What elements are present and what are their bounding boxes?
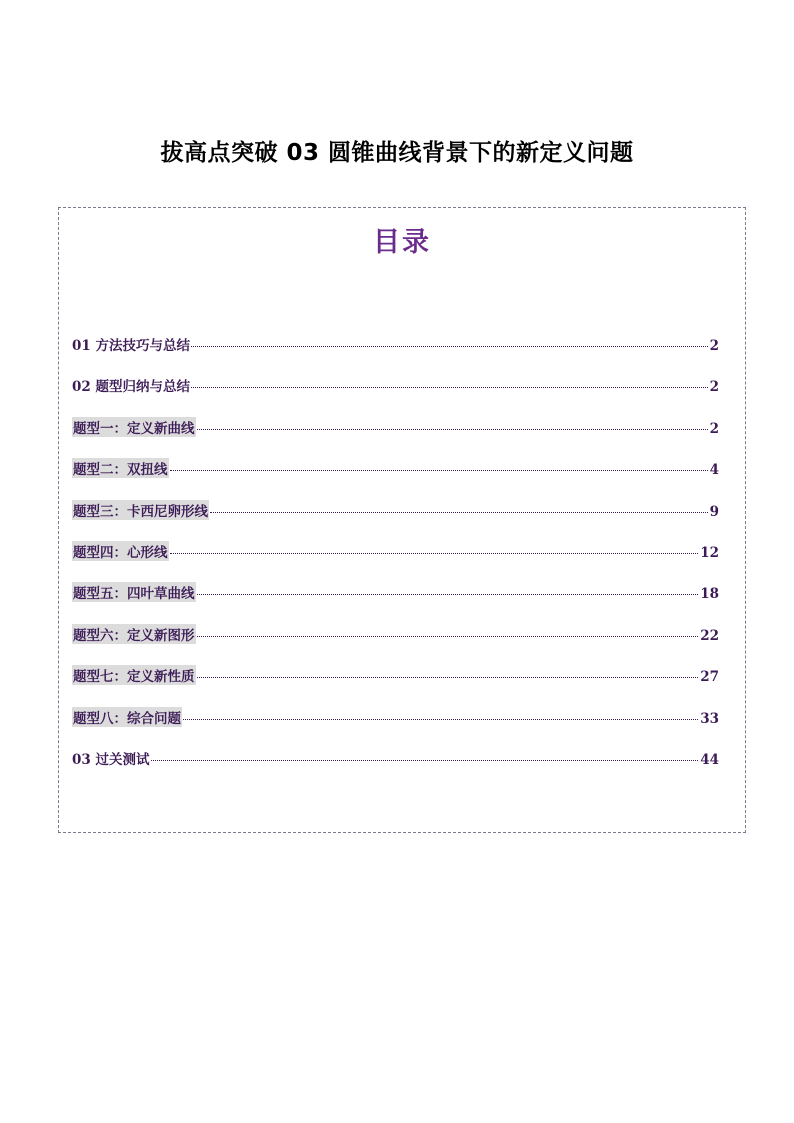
toc-entry-label: 02 题型归纳与总结 bbox=[72, 379, 190, 396]
toc-entry-page: 12 bbox=[700, 544, 719, 561]
toc-entry-page: 2 bbox=[709, 420, 719, 437]
toc-entry-label: 题型八：综合问题 bbox=[72, 707, 182, 727]
toc-entry-type-7[interactable] bbox=[72, 665, 719, 706]
toc-entry-label: 题型七：定义新性质 bbox=[72, 665, 196, 685]
toc-entry-type-2[interactable] bbox=[72, 458, 719, 499]
toc-entry-type-3[interactable] bbox=[72, 500, 719, 541]
table-of-contents bbox=[58, 207, 746, 833]
toc-entry-label: 03 过关测试 bbox=[72, 751, 150, 768]
toc-entry-page: 4 bbox=[709, 462, 719, 479]
toc-dot-leader bbox=[197, 677, 699, 678]
toc-entry-page: 22 bbox=[700, 627, 719, 644]
toc-entry-page: 2 bbox=[709, 338, 719, 354]
toc-entry-label: 题型二：双扭线 bbox=[72, 458, 169, 478]
toc-entry-type-1[interactable] bbox=[72, 417, 719, 458]
toc-entry-label: 题型四：心形线 bbox=[72, 541, 169, 561]
toc-entry-page: 9 bbox=[709, 503, 719, 520]
toc-entry-label: 01 方法技巧与总结 bbox=[72, 338, 190, 354]
toc-entry-page: 33 bbox=[700, 710, 719, 727]
toc-list bbox=[72, 334, 719, 789]
toc-entry-type-5[interactable] bbox=[72, 582, 719, 623]
toc-dot-leader bbox=[183, 719, 698, 720]
toc-heading: 目录 bbox=[373, 227, 431, 258]
toc-dot-leader bbox=[191, 387, 708, 388]
toc-entry-label: 题型六：定义新图形 bbox=[72, 624, 196, 644]
toc-entry-page: 2 bbox=[709, 379, 719, 396]
toc-dot-leader bbox=[191, 346, 708, 347]
toc-dot-leader bbox=[170, 470, 708, 471]
toc-entry-page: 27 bbox=[700, 669, 719, 686]
toc-entry-page: 44 bbox=[700, 751, 719, 768]
toc-dot-leader bbox=[170, 553, 699, 554]
toc-entry-final-test[interactable] bbox=[72, 748, 719, 789]
toc-entry-type-4[interactable] bbox=[72, 541, 719, 582]
toc-entry-type-6[interactable] bbox=[72, 624, 719, 665]
toc-dot-leader bbox=[210, 512, 708, 513]
toc-entry-label: 题型五：四叶草曲线 bbox=[72, 582, 196, 602]
toc-entry-question-types-summary[interactable] bbox=[72, 375, 719, 416]
toc-entry-page: 18 bbox=[700, 586, 719, 603]
toc-entry-label: 题型一：定义新曲线 bbox=[72, 417, 196, 437]
toc-dot-leader bbox=[197, 429, 708, 430]
toc-dot-leader bbox=[151, 760, 699, 761]
document-title: 拔高点突破 03 圆锥曲线背景下的新定义问题 bbox=[160, 140, 634, 166]
toc-entry-type-8[interactable] bbox=[72, 707, 719, 748]
toc-dot-leader bbox=[197, 636, 699, 637]
toc-entry-methods-summary[interactable] bbox=[72, 334, 719, 375]
toc-dot-leader bbox=[197, 594, 699, 595]
toc-entry-label: 题型三：卡西尼卵形线 bbox=[72, 500, 209, 520]
